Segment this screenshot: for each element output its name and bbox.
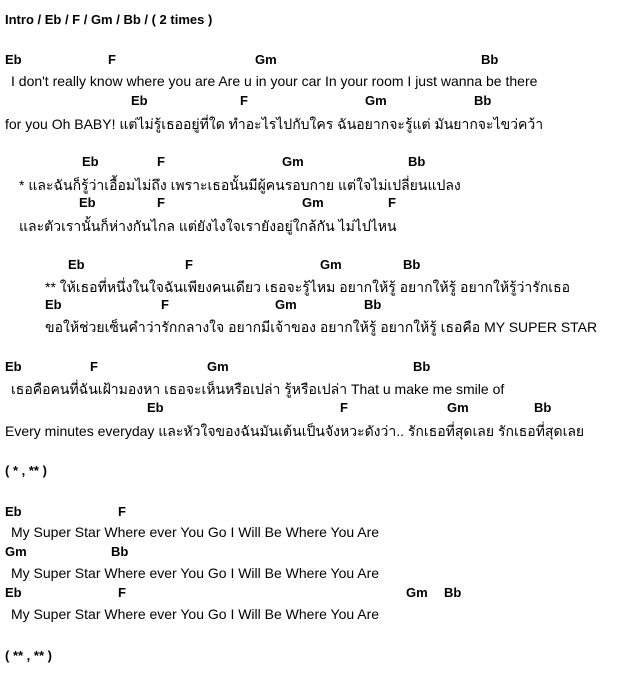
- chord: Bb: [444, 585, 462, 600]
- repeat-marker: [0, 648, 620, 666]
- chord: Gm: [320, 257, 342, 272]
- chord: Bb: [403, 257, 421, 272]
- chord: Eb: [147, 400, 164, 415]
- chord: F: [118, 504, 126, 519]
- chord-line: [0, 195, 620, 213]
- lyric-line: [0, 317, 620, 335]
- chord: Bb: [413, 359, 431, 374]
- lyric-line: [0, 175, 620, 193]
- chord-line: [0, 297, 620, 315]
- lyric-line: [0, 379, 620, 397]
- lyric-text: for you Oh BABY! แต่ไม่รู้เธออยู่ที่ใด ทำอะไรไปกับใคร ฉันอยากจะรู้แต่ มันยากจะไขว่คว้า: [5, 116, 544, 132]
- lyric-text: เธอคือคนที่ฉันเฝ้ามองหา เธอจะเห็นหรือเปล่า รู้หรือเปล่า That u make me smile of: [11, 381, 505, 397]
- intro-text: Intro / Eb / F / Gm / Bb / ( 2 times ): [5, 12, 213, 27]
- chord: Gm: [365, 93, 387, 108]
- chord: F: [108, 52, 116, 67]
- chord: Bb: [408, 154, 426, 169]
- chord: F: [388, 195, 396, 210]
- intro-line: [0, 12, 620, 30]
- chord: Bb: [474, 93, 492, 108]
- chord: Eb: [68, 257, 85, 272]
- lyric-line: [0, 277, 620, 295]
- chord: Eb: [5, 52, 22, 67]
- chord-line: [0, 504, 620, 522]
- lyric-text: ขอให้ช่วยเซ็นคำว่ารักกลางใจ อยากมีเจ้าของ อยากให้รู้ อยากให้รู้ เธอคือ MY SUPER STAR: [45, 319, 598, 335]
- chord: Gm: [5, 544, 27, 559]
- chord: Bb: [364, 297, 382, 312]
- chord: Eb: [79, 195, 96, 210]
- chord: F: [118, 585, 126, 600]
- chord: Gm: [282, 154, 304, 169]
- chord: F: [90, 359, 98, 374]
- lyric-line: [0, 606, 620, 624]
- chord-line: [0, 52, 620, 70]
- chord-line: [0, 93, 620, 111]
- lyric-text: * และฉันก็รู้ว่าเอื้อมไม่ถึง เพราะเธอนั้นมีผู้คนรอบกาย แต่ใจไม่เปลี่ยนแปลง: [19, 177, 461, 193]
- repeat-text: ( * , ** ): [5, 463, 47, 478]
- chord: F: [240, 93, 248, 108]
- lyric-text: I don't really know where you are Are u in your car In your room I just wanna be there: [11, 73, 538, 89]
- chord: Eb: [131, 93, 148, 108]
- lyric-line: [0, 73, 620, 91]
- repeat-marker: [0, 463, 620, 481]
- chord: F: [185, 257, 193, 272]
- chord-line: [0, 585, 620, 603]
- chord-line: [0, 544, 620, 562]
- chord: Gm: [406, 585, 428, 600]
- repeat-text: ( ** , ** ): [5, 648, 52, 663]
- lyric-line: [0, 524, 620, 542]
- lyric-line: [0, 565, 620, 583]
- lyric-text: My Super Star Where ever You Go I Will Be Where You Are: [11, 606, 380, 622]
- chord: F: [157, 154, 165, 169]
- chord-line: [0, 257, 620, 275]
- chord: Gm: [207, 359, 229, 374]
- lyric-line: [0, 216, 620, 234]
- chord: Eb: [45, 297, 62, 312]
- chord: Eb: [82, 154, 99, 169]
- chord-line: [0, 400, 620, 418]
- chord: Gm: [447, 400, 469, 415]
- lyric-text: My Super Star Where ever You Go I Will Be Where You Are: [11, 565, 380, 581]
- chord: F: [340, 400, 348, 415]
- chord-line: [0, 359, 620, 377]
- chord: Eb: [5, 359, 22, 374]
- lyric-text: และตัวเรานั้นก็ห่างกันไกล แต่ยังไงใจเรายังอยู่ใกล้กัน ไม่ไปไหน: [19, 218, 397, 234]
- chord: Gm: [275, 297, 297, 312]
- lyric-text: My Super Star Where ever You Go I Will Be Where You Are: [11, 524, 380, 540]
- lyric-text: Every minutes everyday และหัวใจของฉันมันเต้นเป็นจังหวะดังว่า.. รักเธอที่สุดเลย รักเธอที่สุดเลย: [5, 423, 585, 439]
- chord: Eb: [5, 504, 22, 519]
- chord: Bb: [111, 544, 129, 559]
- chord: Bb: [534, 400, 552, 415]
- chord: Gm: [302, 195, 324, 210]
- chord: F: [157, 195, 165, 210]
- lyric-line: [0, 421, 620, 439]
- chord: Eb: [5, 585, 22, 600]
- chord: F: [161, 297, 169, 312]
- chord-line: [0, 154, 620, 172]
- chord: Bb: [481, 52, 499, 67]
- lyric-text: ** ให้เธอที่หนึ่งในใจฉันเพียงคนเดียว เธอจะรู้ไหม อยากให้รู้ อยากให้รู้ อยากให้รู้ว่ารักเธอ: [45, 279, 571, 295]
- chord: Gm: [255, 52, 277, 67]
- lyric-line: [0, 114, 620, 132]
